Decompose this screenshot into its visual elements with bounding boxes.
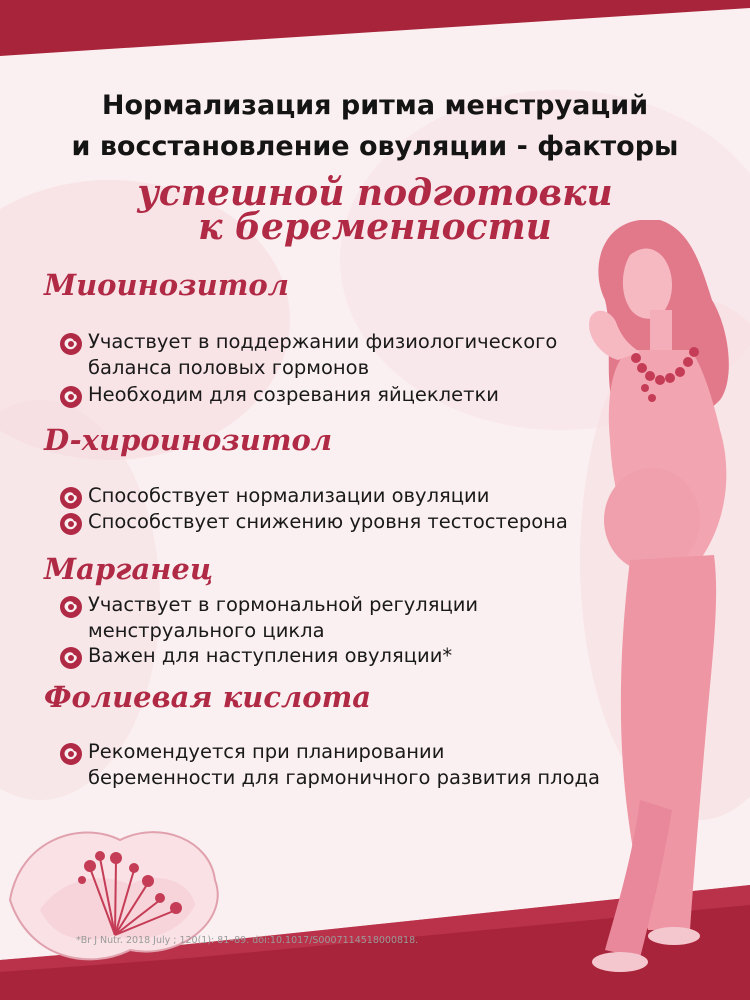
bullet-text: Участвует в поддержании физиологического bbox=[88, 330, 558, 353]
flower-bullet-icon bbox=[58, 594, 84, 620]
bullet-text: менструального цикла bbox=[88, 619, 325, 642]
flower-bullet-icon bbox=[58, 331, 84, 357]
section-title: Фолиевая кислота bbox=[44, 680, 372, 714]
flower-bullet-icon bbox=[58, 741, 84, 767]
bullet-text: беременности для гармоничного развития плода bbox=[88, 766, 600, 789]
bullet-text: Важен для наступления овуляции* bbox=[88, 644, 453, 667]
main-title-line-1: Нормализация ритма менструаций bbox=[101, 90, 649, 121]
bullet-text: Способствует нормализации овуляции bbox=[88, 484, 490, 507]
bullet-text: баланса половых гормонов bbox=[88, 356, 370, 379]
script-title-line-2: к беременности bbox=[198, 206, 552, 248]
bullet-text: Способствует снижению уровня тестостерона bbox=[88, 510, 568, 533]
bullet-text: Необходим для созревания яйцеклетки bbox=[88, 383, 499, 406]
flower-bullet-icon bbox=[58, 485, 84, 511]
footnote: *Br J Nutr. 2018 July ; 120(1): 81–89. doi:10.1017/S0007114518000818. bbox=[76, 935, 419, 946]
section-title: Марганец bbox=[44, 552, 214, 586]
bullet-text: Участвует в гормональной регуляции bbox=[88, 593, 479, 616]
flower-bullet-icon bbox=[58, 511, 84, 537]
script-title-line-1: успешной подготовки bbox=[137, 172, 613, 214]
bullet-text: Рекомендуется при планировании bbox=[88, 740, 445, 763]
flower-bullet-icon bbox=[58, 645, 84, 671]
top-banner bbox=[0, 0, 750, 56]
section-title: D-хироинозитол bbox=[44, 423, 333, 457]
section-title: Миоинозитол bbox=[44, 268, 289, 302]
main-title-line-2: и восстановление овуляции - факторы bbox=[71, 131, 679, 162]
flower-bullet-icon bbox=[58, 384, 84, 410]
